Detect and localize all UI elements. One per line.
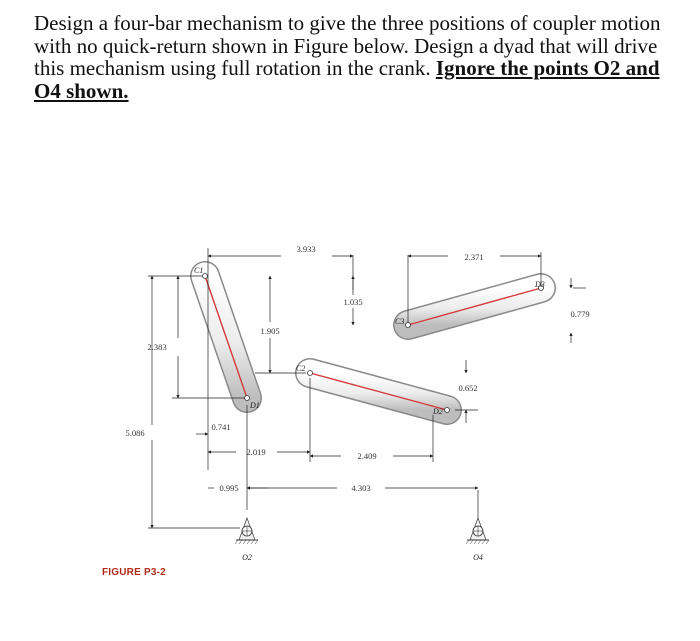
- ground-pivot-o4: [466, 518, 489, 562]
- ground-pivot-o2: [235, 518, 258, 562]
- dim-0779: 0.779: [570, 309, 590, 319]
- dim-4303: 4.303: [351, 483, 371, 493]
- label-d3: D3: [535, 280, 545, 289]
- label-d1: D1: [250, 401, 260, 410]
- label-c3: C3: [395, 317, 405, 326]
- dim-0652: 0.652: [458, 383, 478, 393]
- label-o4: O4: [473, 553, 483, 562]
- dim-0995: 0.995: [219, 483, 239, 493]
- dim-1905: 1.905: [260, 326, 280, 336]
- dim-0741: 0.741: [211, 422, 231, 432]
- dim-2019: 2.019: [246, 447, 266, 457]
- dim-5086: 5.086: [125, 428, 145, 438]
- problem-emphasis: Ignore the points O2 and O4 shown.: [34, 56, 660, 103]
- coupler-position-2: [296, 364, 450, 416]
- coupler-position-1: [194, 266, 260, 410]
- point-c2: [308, 371, 313, 376]
- label-d2: D2: [433, 407, 443, 416]
- coupler-position-3: [395, 280, 545, 328]
- dim-1035: 1.035: [343, 297, 363, 307]
- point-d2: [445, 408, 450, 413]
- figure-caption: FIGURE P3-2: [102, 567, 166, 578]
- dim-2383: 2.383: [147, 342, 167, 352]
- label-c1: C1: [194, 266, 204, 275]
- problem-text: Design a four-bar mechanism to give the three positions of coupler motion with no quick-return shown in Figure below. Design a dyad that will drive this mechanism using full rotation in the crank.: [34, 11, 661, 80]
- dim-2409: 2.409: [357, 451, 377, 461]
- label-c2: C2: [296, 364, 306, 373]
- dim-3933: 3.933: [296, 244, 316, 254]
- point-c3: [406, 323, 411, 328]
- label-o2: O2: [242, 553, 252, 562]
- point-d1: [245, 396, 250, 401]
- dim-2371: 2.371: [464, 252, 484, 262]
